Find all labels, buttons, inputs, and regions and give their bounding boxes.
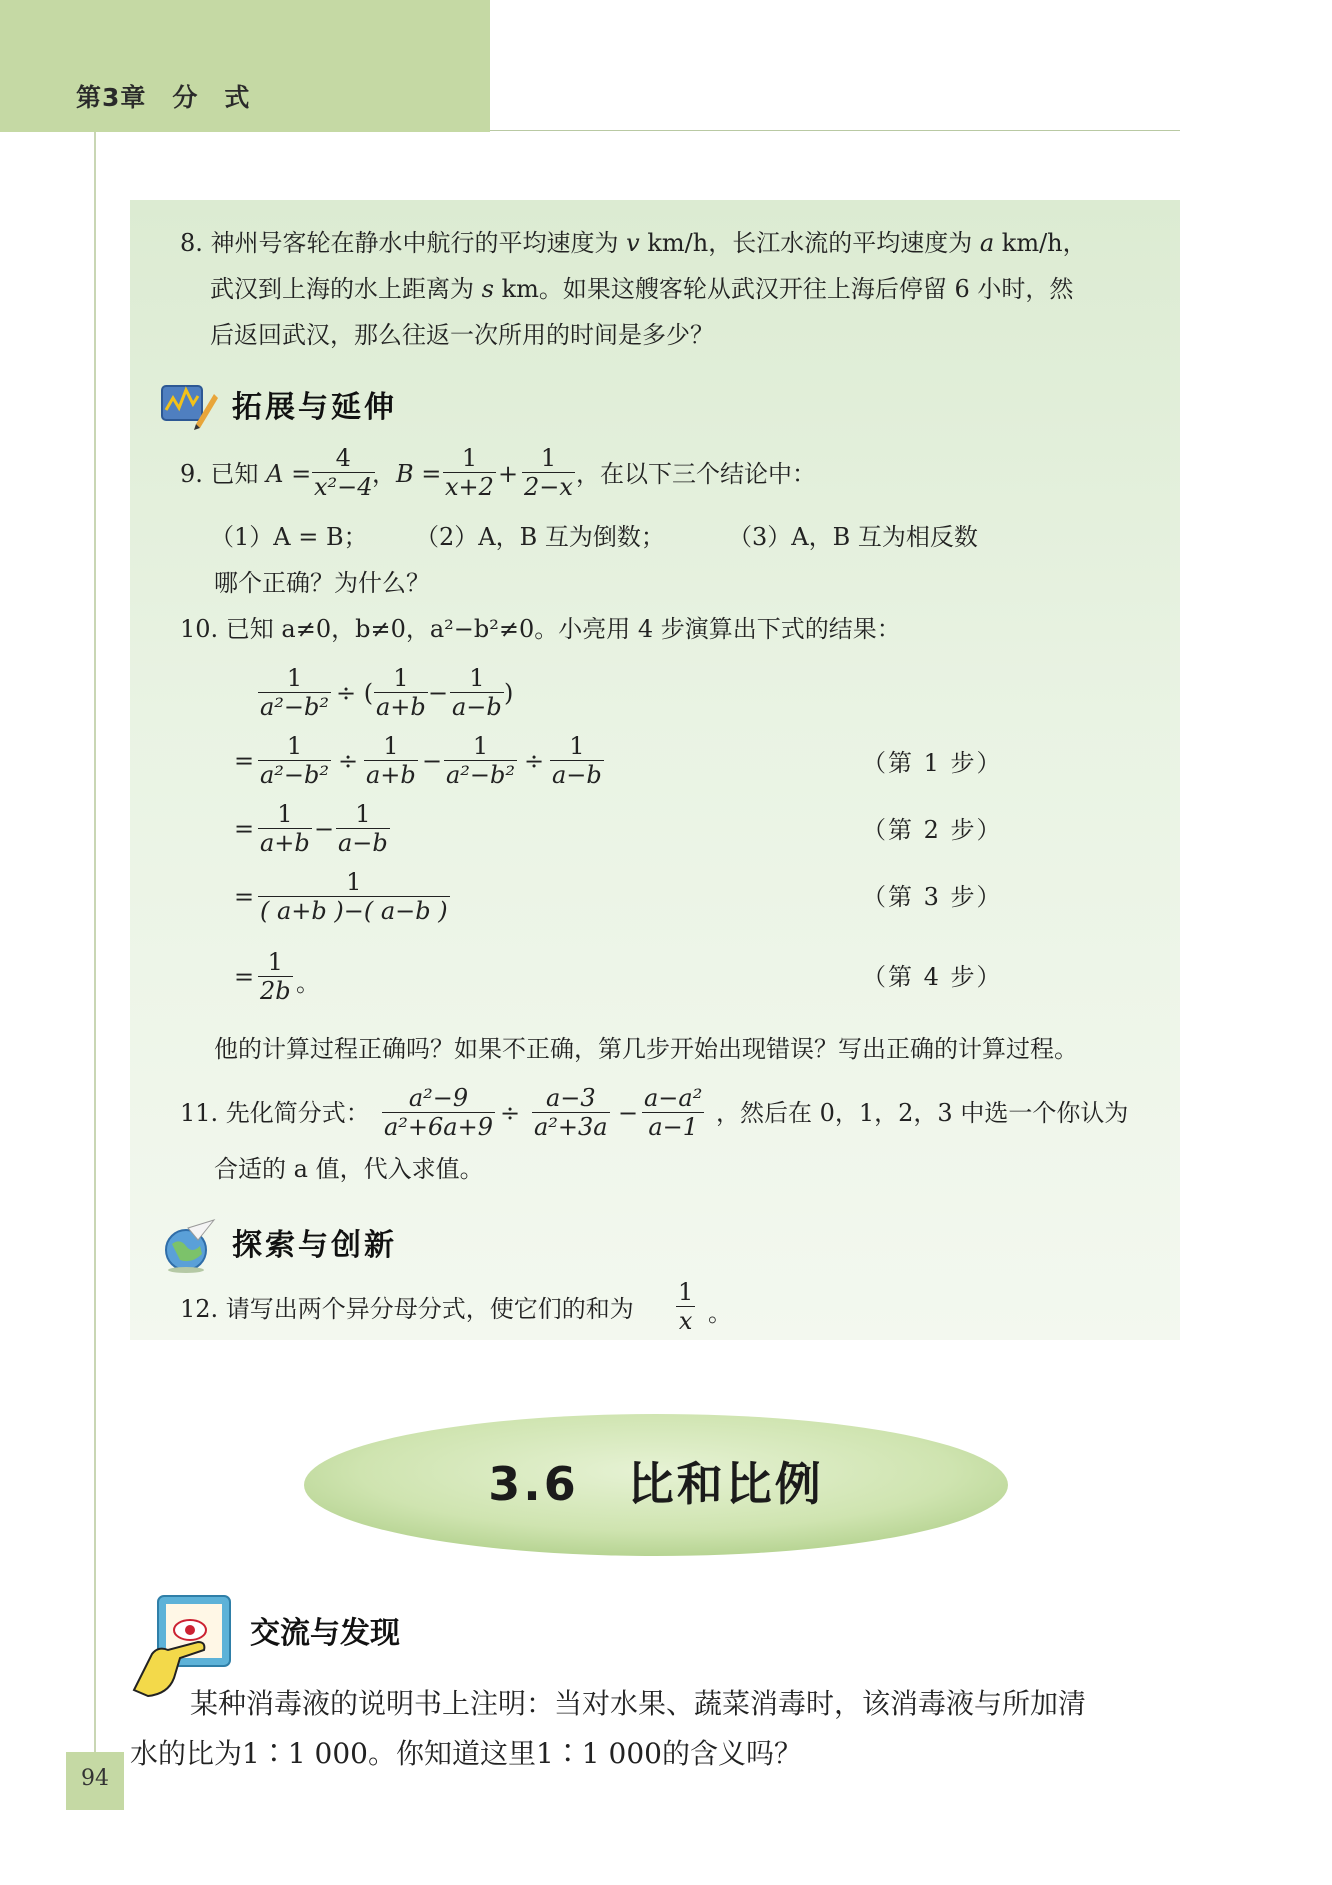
fraction-10-4: 1 2b	[260, 948, 291, 1005]
fraction-10-1d: 1 a−b	[552, 732, 602, 789]
minus-sign: −	[422, 747, 443, 775]
discussion-title: 交流与发现	[250, 1616, 400, 1651]
divide-paren: ÷ (	[336, 679, 374, 707]
fraction-10-1b: 1 a+b	[366, 732, 416, 789]
step-label-4: （第 4 步）	[862, 963, 1003, 991]
period-mark: 。	[708, 1299, 732, 1327]
problem-9-prefix: 9. 已知 A =	[180, 460, 312, 488]
section-3-6-title: 3.6 比和比例	[488, 1457, 824, 1511]
problem-9-option-1: （1）A = B；	[210, 523, 368, 551]
fraction-10-0b: 1 a+b	[376, 664, 426, 721]
equals-sign: =	[234, 747, 255, 775]
equals-sign: =	[234, 815, 255, 843]
section-extension-title: 拓展与延伸	[232, 390, 397, 425]
problem-8-line-2: 武汉到上海的水上距离为 s km。如果这艘客轮从武汉开往上海后停留 6 小时，然	[210, 275, 1074, 303]
problem-9-b: ，B =	[372, 460, 442, 488]
problem-11-line-2: 合适的 a 值，代入求值。	[214, 1155, 484, 1183]
fraction-10-1c: 1 a²−b²	[446, 732, 516, 789]
problem-12-prefix: 12. 请写出两个异分母分式，使它们的和为	[180, 1295, 634, 1323]
fraction-10-0a: 1 a²−b²	[260, 664, 330, 721]
fraction-10-3: 1 ( a+b )−( a−b )	[260, 868, 448, 925]
fraction-9-3: 1 2−x	[524, 444, 573, 501]
equals-sign: =	[234, 883, 255, 911]
globe-icon	[158, 1218, 218, 1274]
problem-11-suffix: ，然后在 0，1，2，3 中选一个你认为	[716, 1099, 1129, 1127]
left-margin-rule	[94, 132, 96, 1752]
minus-sign: −	[428, 679, 449, 707]
problem-10-question: 他的计算过程正确吗？如果不正确，第几步开始出现错误？写出正确的计算过程。	[214, 1035, 1078, 1063]
fraction-9-2: 1 x+2	[445, 444, 494, 501]
problem-9-option-3: （3）A，B 互为相反数	[728, 523, 978, 551]
chapter-title: 第3章 分 式	[76, 83, 251, 112]
divide-sign: ÷	[500, 1099, 521, 1127]
minus-sign: −	[314, 815, 335, 843]
minus-sign: −	[618, 1099, 639, 1127]
fraction-11-3: a−a² a−1	[644, 1084, 703, 1141]
fraction-10-2a: 1 a+b	[260, 800, 310, 857]
pencil-chart-icon	[158, 380, 218, 430]
divide-sign: ÷	[524, 747, 545, 775]
discussion-line-2: 水的比为1∶1 000。你知道这里1∶1 000的含义吗？	[130, 1737, 802, 1770]
fraction-11-1: a²−9 a²+6a+9	[384, 1084, 493, 1141]
problem-9-option-2: （2）A，B 互为倒数；	[415, 523, 665, 551]
fraction-10-2b: 1 a−b	[338, 800, 388, 857]
period-mark: 。	[296, 969, 320, 997]
fraction-10-0c: 1 a−b	[452, 664, 502, 721]
divide-sign: ÷	[338, 747, 359, 775]
plus-sign: +	[498, 460, 519, 488]
problem-9-suffix: ，在以下三个结论中：	[576, 460, 816, 488]
problem-9-question: 哪个正确？为什么？	[214, 569, 430, 597]
fraction-11-2: a−3 a²+3a	[534, 1084, 608, 1141]
problem-8-line-3: 后返回武汉，那么往返一次所用的时间是多少？	[210, 321, 714, 349]
problem-11-prefix: 11. 先化简分式：	[180, 1099, 370, 1127]
page-number: 94	[81, 1766, 109, 1791]
header-rule	[490, 130, 1180, 131]
section-explore-title: 探索与创新	[232, 1228, 397, 1263]
problem-10-intro: 10. 已知 a≠0，b≠0，a²−b²≠0。小亮用 4 步演算出下式的结果：	[180, 615, 901, 643]
close-paren: )	[504, 679, 514, 707]
problem-8-line-1: 8. 神州号客轮在静水中航行的平均速度为 v km/h，长江水流的平均速度为 a km/h，	[180, 229, 1087, 257]
step-label-1: （第 1 步）	[862, 749, 1003, 777]
fraction-12: 1 x	[678, 1278, 694, 1335]
equals-sign: =	[234, 963, 255, 991]
fraction-10-1a: 1 a²−b²	[260, 732, 330, 789]
step-label-3: （第 3 步）	[862, 883, 1003, 911]
step-label-2: （第 2 步）	[862, 816, 1003, 844]
fraction-9-1: 4 x²−4	[314, 444, 373, 501]
discussion-line-1: 某种消毒液的说明书上注明：当对水果、蔬菜消毒时，该消毒液与所加清	[190, 1687, 1087, 1720]
